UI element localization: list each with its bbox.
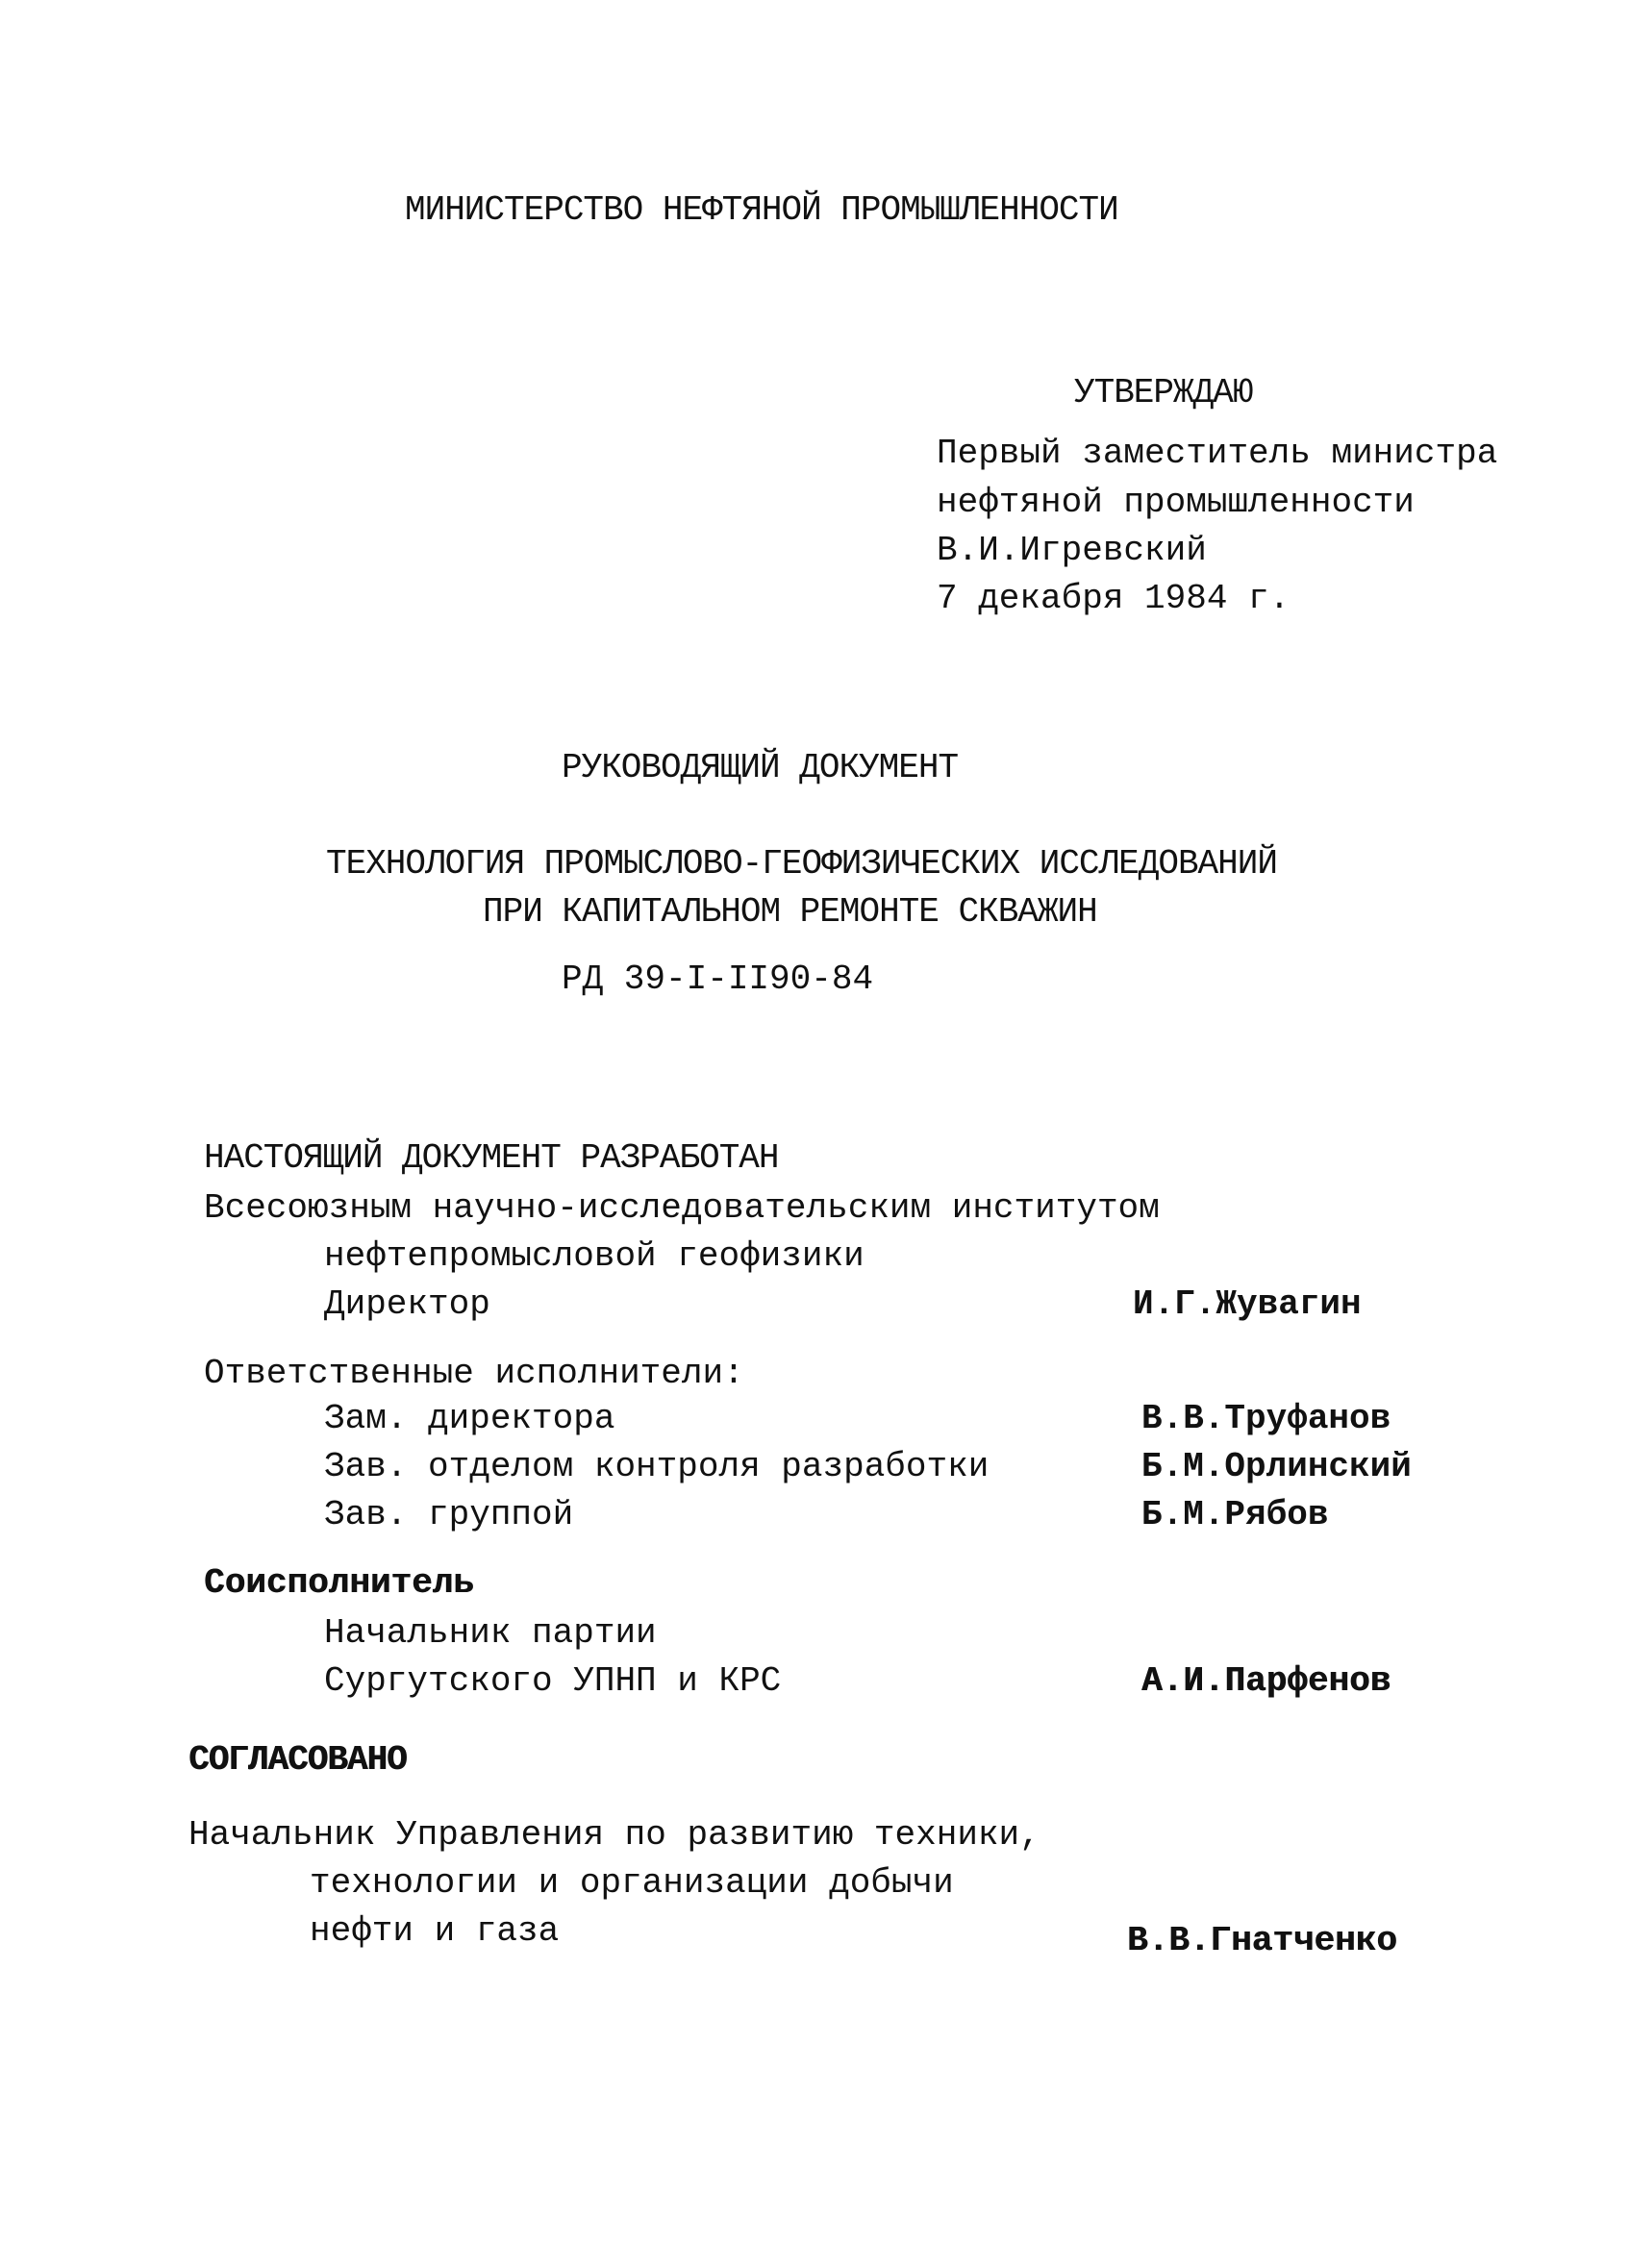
agreed-signer-name: В.В.Гнатченко <box>1127 1921 1397 1960</box>
approval-title: УТВЕРЖДАЮ <box>1074 373 1253 412</box>
coexecutor-name: А.И.Парфенов <box>1141 1661 1391 1701</box>
agreed-position-line3: нефти и газа <box>310 1911 560 1951</box>
ministry-header: МИНИСТЕРСТВО НЕФТЯНОЙ ПРОМЫШЛЕННОСТИ <box>405 190 1118 230</box>
agreed-position-line2: технологии и организации добычи <box>310 1863 954 1903</box>
coexecutor-position-line1: Начальник партии <box>324 1613 657 1653</box>
director-name: И.Г.Жувагин <box>1133 1284 1362 1324</box>
agreed-position-line1: Начальник Управления по развитию техники, <box>188 1815 1040 1855</box>
coexecutor-position-line2: Сургутского УПНП и КРС <box>324 1661 782 1701</box>
approval-date: 7 декабря 1984 г. <box>937 579 1291 618</box>
executor-name: В.В.Труфанов <box>1141 1399 1391 1438</box>
approval-position-line1: Первый заместитель министра <box>937 434 1498 473</box>
document-type: РУКОВОДЯЩИЙ ДОКУМЕНТ <box>562 748 959 787</box>
executor-role: Зав. отделом контроля разработки <box>324 1447 990 1486</box>
executors-heading: Ответственные исполнители: <box>204 1354 744 1393</box>
executor-role: Зам. директора <box>324 1399 615 1438</box>
developed-heading: НАСТОЯЩИЙ ДОКУМЕНТ РАЗРАБОТАН <box>204 1138 779 1178</box>
developer-org-line2: нефтепромысловой геофизики <box>324 1236 865 1276</box>
document-title-line1: ТЕХНОЛОГИЯ ПРОМЫСЛОВО-ГЕОФИЗИЧЕСКИХ ИССЛЕДОВАНИЙ <box>326 844 1277 884</box>
document-title-line2: ПРИ КАПИТАЛЬНОМ РЕМОНТЕ СКВАЖИН <box>483 892 1097 932</box>
document-code: РД 39-I-II90-84 <box>562 960 874 999</box>
approval-position-line2: нефтяной промышленности <box>937 483 1415 522</box>
executor-name: Б.М.Рябов <box>1141 1495 1329 1534</box>
coexecutor-heading: Соисполнитель <box>204 1563 474 1603</box>
director-label: Директор <box>324 1284 490 1324</box>
executor-role: Зав. группой <box>324 1495 574 1534</box>
approval-signer-name: В.И.Игревский <box>937 531 1207 570</box>
developer-org-line1: Всесоюзным научно-исследовательским институтом <box>204 1188 1160 1228</box>
executor-name: Б.М.Орлинский <box>1141 1447 1412 1486</box>
agreed-heading: СОГЛАСОВАНО <box>188 1740 407 1780</box>
